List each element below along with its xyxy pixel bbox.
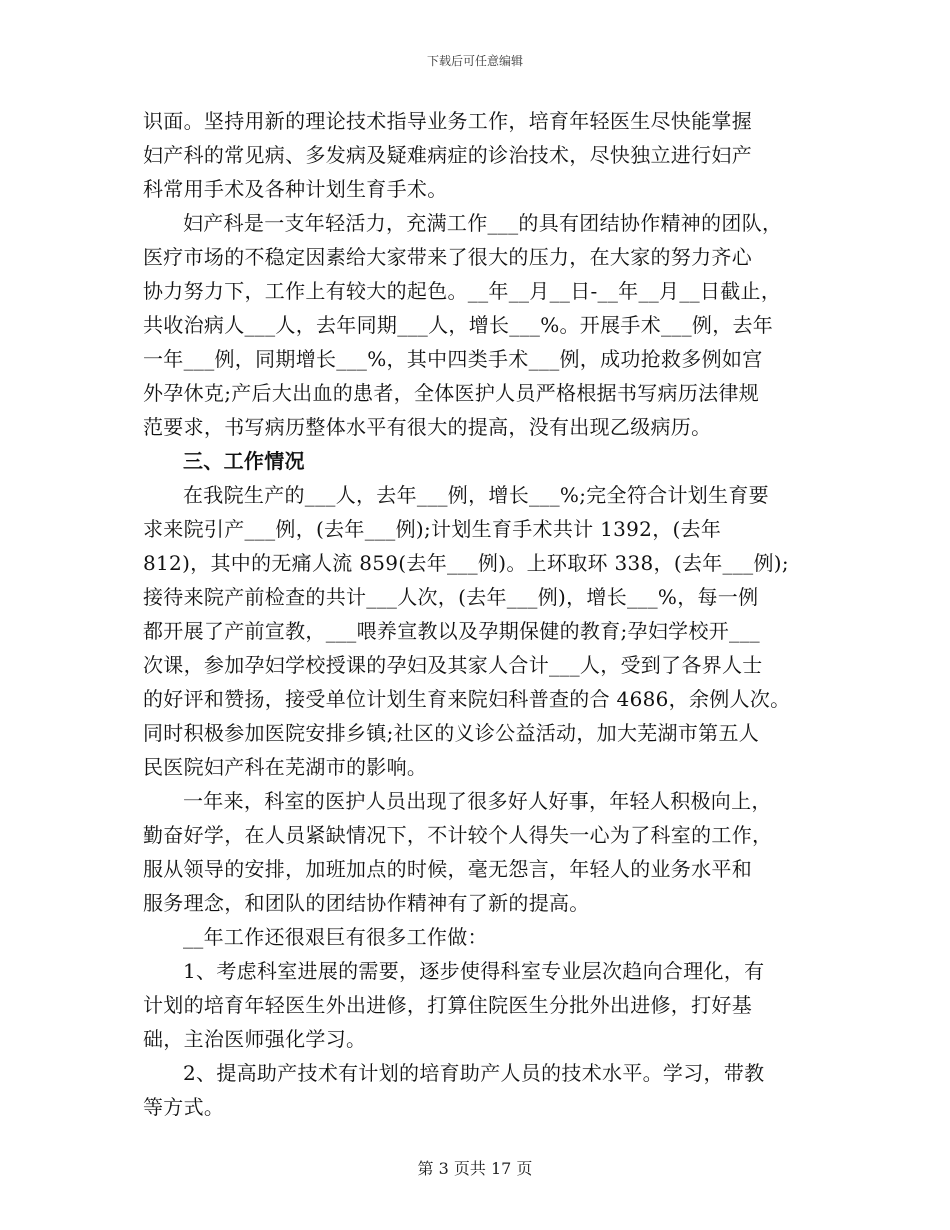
text-line: 医疗市场的不稳定因素给大家带来了很大的压力，在大家的努力齐心 xyxy=(143,245,752,269)
text-line: 的好评和赞扬，接受单位计划生育来院妇科普查的合 4686，余例人次。 xyxy=(143,687,791,711)
section-heading: 三、工作情况 xyxy=(183,449,305,473)
text-line: 础，主治医师强化学习。 xyxy=(143,1027,367,1051)
text-line: 协力努力下，工作上有较大的起色。__年__月__日-__年__月__日截止， xyxy=(143,279,782,303)
text-line: 识面。坚持用新的理论技术指导业务工作，培育年轻医生尽快能掌握 xyxy=(143,109,752,133)
text-line: 计划的培育年轻医生外出进修，打算住院医生分批外出进修，打好基 xyxy=(143,993,752,1017)
text-line: 服从领导的安排，加班加点的时候，毫无怨言，年轻人的业务水平和 xyxy=(143,857,752,881)
text-line: 812)，其中的无痛人流 859(去年___例)。上环取环 338，(去年___例); xyxy=(143,551,789,575)
text-line: 接待来院产前检查的共计___人次，(去年___例)，增长___%，每一例 xyxy=(143,585,759,609)
text-line: 民医院妇产科在芜湖市的影响。 xyxy=(143,755,428,779)
document-body xyxy=(143,104,823,1124)
text-line: 2、提高助产技术有计划的培育助产人员的技术水平。学习，带教 xyxy=(183,1061,765,1085)
text-line: 范要求，书写病历整体水平有很大的提高，没有出现乙级病历。 xyxy=(143,415,712,439)
text-line: 都开展了产前宣教，___喂养宣教以及孕期保健的教育;孕妇学校开___ xyxy=(143,619,760,643)
text-line: 求来院引产___例，(去年___例);计划生育手术共计 1392，(去年 xyxy=(143,517,722,541)
text-line: 妇产科是一支年轻活力，充满工作___的具有团结协作精神的团队， xyxy=(183,211,783,235)
text-line: 1、考虑科室进展的需要，逐步使得科室专业层次趋向合理化，有 xyxy=(183,959,765,983)
text-line: 外孕休克;产后大出血的患者，全体医护人员严格根据书写病历法律规 xyxy=(143,381,760,405)
text-line: 一年来，科室的医护人员出现了很多好人好事，年轻人积极向上， xyxy=(183,789,772,813)
text-line: 勤奋好学，在人员紧缺情况下，不计较个人得失一心为了科室的工作， xyxy=(143,823,773,847)
text-line: 等方式。 xyxy=(143,1095,225,1119)
text-line: 服务理念，和团队的团结协作精神有了新的提高。 xyxy=(143,891,590,915)
page-header: 下载后可任意编辑 xyxy=(426,54,523,68)
text-line: 一年___例，同期增长___%，其中四类手术___例，成功抢救多例如宫 xyxy=(143,347,763,371)
text-line: 妇产科的常见病、多发病及疑难病症的诊治技术，尽快独立进行妇产 xyxy=(143,143,752,167)
text-line: 科常用手术及各种计划生育手术。 xyxy=(143,177,448,201)
text-line: 同时积极参加医院安排乡镇;社区的义诊公益活动，加大芜湖市第五人 xyxy=(143,721,760,745)
text-line: 次课，参加孕妇学校授课的孕妇及其家人合计___人，受到了各界人士 xyxy=(143,653,763,677)
text-line: __年工作还很艰巨有很多工作做： xyxy=(183,925,488,949)
text-line: 在我院生产的___人，去年___例，增长___%;完全符合计划生育要 xyxy=(183,483,769,507)
text-line: 共收治病人___人，去年同期___人，增长___%。开展手术___例，去年 xyxy=(143,313,774,337)
page-footer: 第 3 页共 17 页 xyxy=(417,1159,533,1178)
